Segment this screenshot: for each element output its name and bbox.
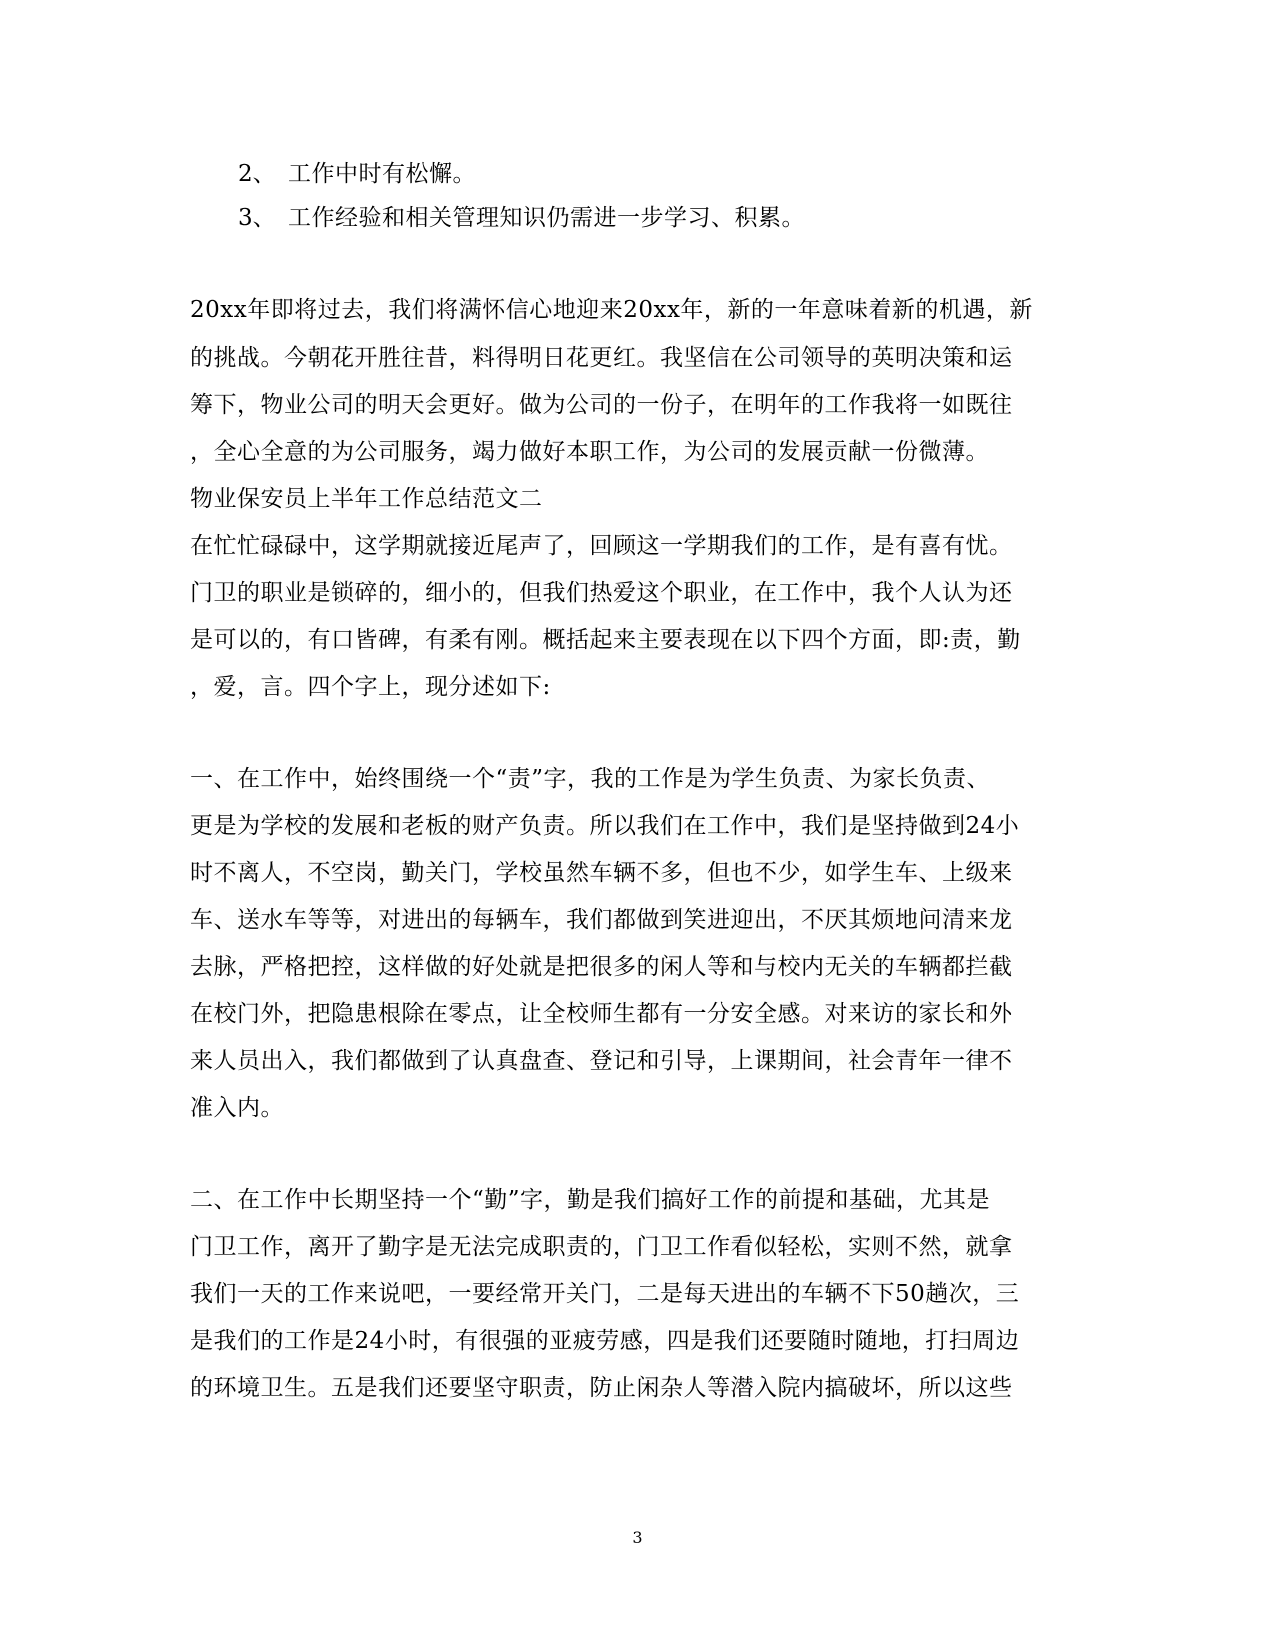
paragraph-line: ，全心全意的为公司服务，竭力做好本职工作，为公司的发展贡献一份微薄。 bbox=[190, 439, 989, 465]
paragraph-line: 我们一天的工作来说吧，一要经常开关门，二是每天进出的车辆不下50趟次，三 bbox=[190, 1281, 1020, 1307]
paragraph-line: 门卫的职业是锁碎的，细小的，但我们热爱这个职业，在工作中，我个人认为还 bbox=[190, 580, 1013, 606]
paragraph-line: 是可以的，有口皆碑，有柔有刚。概括起来主要表现在以下四个方面，即:责，勤 bbox=[190, 627, 1021, 653]
paragraph-line: 是我们的工作是24小时，有很强的亚疲劳感，四是我们还要随时随地，打扫周边 bbox=[190, 1328, 1020, 1354]
paragraph-line: 20xx年即将过去，我们将满怀信心地迎来20xx年，新的一年意味着新的机遇，新 bbox=[190, 297, 1033, 323]
paragraph-line: 来人员出入，我们都做到了认真盘查、登记和引导，上课期间，社会青年一律不 bbox=[190, 1048, 1013, 1074]
paragraph-line: 的挑战。今朝花开胜往昔，料得明日花更红。我坚信在公司领导的英明决策和运 bbox=[190, 345, 1013, 371]
paragraph-line: 车、送水车等等，对进出的每辆车，我们都做到笑进迎出，不厌其烦地问清来龙 bbox=[190, 907, 1013, 933]
paragraph-line: 准入内。 bbox=[190, 1095, 284, 1121]
paragraph-line: 时不离人，不空岗，勤关门，学校虽然车辆不多，但也不少，如学生车、上级来 bbox=[190, 860, 1013, 886]
paragraph-line: 在忙忙碌碌中，这学期就接近尾声了，回顾这一学期我们的工作，是有喜有忧。 bbox=[190, 533, 1013, 559]
paragraph-line: 二、在工作中长期坚持一个“勤”字，勤是我们搞好工作的前提和基础，尤其是 bbox=[190, 1187, 991, 1213]
list-marker: 3、 bbox=[238, 205, 276, 231]
paragraph-line: ，爱，言。四个字上，现分述如下: bbox=[190, 674, 551, 700]
paragraph-line: 筹下，物业公司的明天会更好。做为公司的一份子，在明年的工作我将一如既往 bbox=[190, 392, 1013, 418]
paragraph-line: 一、在工作中，始终围绕一个“责”字，我的工作是为学生负责、为家长负责、 bbox=[190, 766, 991, 792]
paragraph-line: 更是为学校的发展和老板的财产负责。所以我们在工作中，我们是坚持做到24小 bbox=[190, 813, 1020, 839]
section-heading: 物业保安员上半年工作总结范文二 bbox=[190, 486, 543, 512]
paragraph-line: 门卫工作，离开了勤字是无法完成职责的，门卫工作看似轻松，实则不然，就拿 bbox=[190, 1234, 1013, 1260]
paragraph-line: 在校门外，把隐患根除在零点，让全校师生都有一分安全感。对来访的家长和外 bbox=[190, 1001, 1013, 1027]
list-item-text: 工作经验和相关管理知识仍需进一步学习、积累。 bbox=[288, 205, 805, 231]
list-item-text: 工作中时有松懈。 bbox=[288, 161, 476, 187]
list-marker: 2、 bbox=[238, 161, 276, 187]
paragraph-line: 的环境卫生。五是我们还要坚守职责，防止闲杂人等潜入院内搞破坏，所以这些 bbox=[190, 1375, 1013, 1401]
paragraph-line: 去脉，严格把控，这样做的好处就是把很多的闲人等和与校内无关的车辆都拦截 bbox=[190, 954, 1013, 980]
page-number: 3 bbox=[632, 1528, 643, 1547]
